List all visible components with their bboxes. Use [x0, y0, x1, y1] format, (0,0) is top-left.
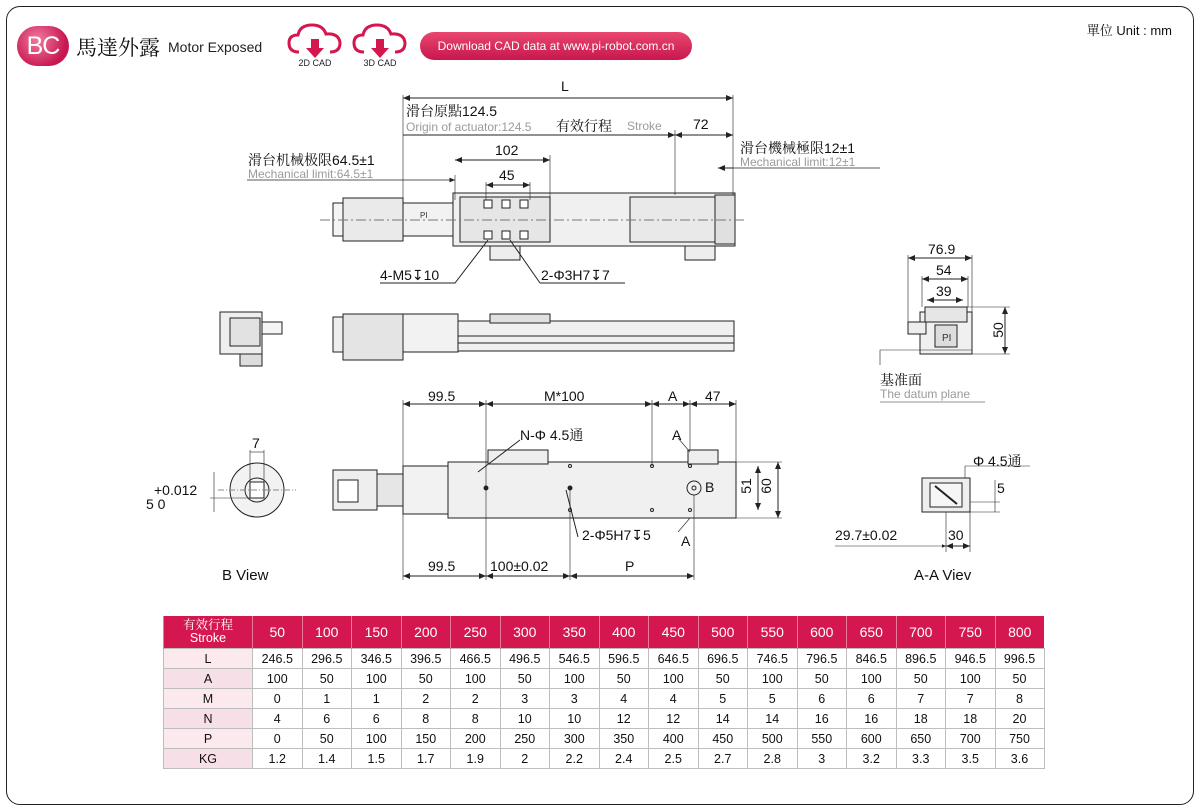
dim-76-9: 76.9 [928, 241, 956, 257]
table-cell: 1.5 [352, 749, 402, 769]
section-a-mid: A [672, 427, 682, 443]
table-cell: 3.6 [995, 749, 1044, 769]
title-cn: 馬達外露 [76, 37, 160, 60]
dim-102: 102 [495, 142, 519, 158]
table-cell: 750 [995, 729, 1044, 749]
table-cell: 50 [302, 669, 352, 689]
table-cell: 4 [649, 689, 699, 709]
table-row [164, 729, 1045, 749]
dim-mech-right-en: Mechanical limit:12±1 [740, 155, 856, 169]
table-cell: 7 [946, 689, 996, 709]
row-label: P [164, 729, 253, 749]
table-cell: 100 [748, 669, 798, 689]
dim-n-phi: N-Φ 4.5通 [520, 427, 584, 443]
dim-99-5-top: 99.5 [428, 388, 456, 404]
table-cell: 400 [649, 729, 699, 749]
table-header-row [164, 616, 1045, 649]
table-cell: 2.5 [649, 749, 699, 769]
table-cell: 10 [500, 709, 550, 729]
table-cell: 3.3 [896, 749, 946, 769]
table-cell: 3.2 [847, 749, 897, 769]
dim-m5-holes: 4-M5↧10 [380, 267, 440, 283]
dim-phi3-holes: 2-Φ3H7↧7 [541, 267, 610, 283]
table-cell: 700 [946, 729, 996, 749]
table-cell: 746.5 [748, 649, 798, 669]
table-cell: 600 [847, 729, 897, 749]
stroke-col: 350 [550, 616, 600, 649]
table-cell: 250 [500, 729, 550, 749]
dim-39: 39 [936, 283, 952, 299]
table-cell: 2.4 [599, 749, 649, 769]
stroke-header [164, 616, 253, 649]
dim-stroke-en: Stroke [627, 119, 662, 133]
table-cell: 3 [797, 749, 847, 769]
table-cell: 2 [401, 689, 451, 709]
table-cell: 346.5 [352, 649, 402, 669]
table-cell: 946.5 [946, 649, 996, 669]
dim-L: L [561, 78, 569, 94]
table-cell: 296.5 [302, 649, 352, 669]
series-badge: BC [17, 26, 69, 66]
table-cell: 8 [401, 709, 451, 729]
table-cell: 8 [995, 689, 1044, 709]
stroke-header-cn: 有效行程 [182, 618, 233, 632]
table-cell: 8 [451, 709, 501, 729]
download-cad-link[interactable]: Download CAD data at www.pi-robot.com.cn [420, 32, 692, 60]
table-cell: 3 [500, 689, 550, 709]
table-cell: 100 [550, 669, 600, 689]
table-row [164, 689, 1045, 709]
table-cell: 6 [302, 709, 352, 729]
dim-a-top: A [668, 388, 678, 404]
stroke-col: 750 [946, 616, 996, 649]
stroke-col: 300 [500, 616, 550, 649]
dim-47: 47 [705, 388, 721, 404]
table-cell: 50 [698, 669, 748, 689]
stroke-col: 250 [451, 616, 501, 649]
table-cell: 546.5 [550, 649, 600, 669]
table-cell: 100 [352, 669, 402, 689]
table-cell: 0 [253, 689, 303, 709]
dim-stroke-cn: 有效行程 [556, 118, 612, 134]
cad-2d-label: 2D CAD [298, 58, 332, 68]
table-cell: 596.5 [599, 649, 649, 669]
table-cell: 2.8 [748, 749, 798, 769]
stroke-header-en: Stroke [189, 631, 227, 645]
row-label: L [164, 649, 253, 669]
table-cell: 50 [797, 669, 847, 689]
table-cell: 12 [599, 709, 649, 729]
table-cell: 5 [698, 689, 748, 709]
table-row [164, 709, 1045, 729]
table-cell: 796.5 [797, 649, 847, 669]
table-cell: 300 [550, 729, 600, 749]
table-cell: 2.2 [550, 749, 600, 769]
top-view-actuator [320, 193, 745, 260]
table-cell: 5 [748, 689, 798, 709]
table-cell: 20 [995, 709, 1044, 729]
table-cell: 100 [847, 669, 897, 689]
b-view-label: B View [222, 567, 269, 584]
dim-tolerance-base: 5 0 [146, 496, 166, 512]
title-en: Motor Exposed [168, 39, 263, 55]
dim-51: 51 [737, 478, 754, 494]
stroke-col: 150 [352, 616, 402, 649]
table-cell: 696.5 [698, 649, 748, 669]
table-cell: 50 [995, 669, 1044, 689]
table-cell: 500 [748, 729, 798, 749]
table-cell: 14 [748, 709, 798, 729]
table-cell: 996.5 [995, 649, 1044, 669]
row-label: M [164, 689, 253, 709]
dim-99-5-bot: 99.5 [428, 558, 456, 574]
dim-origin-cn: 滑台原點124.5 [406, 103, 498, 119]
table-cell: 7 [896, 689, 946, 709]
table-cell: 2.7 [698, 749, 748, 769]
stroke-col: 100 [302, 616, 352, 649]
stroke-col: 200 [401, 616, 451, 649]
table-row [164, 649, 1045, 669]
table-cell: 2 [500, 749, 550, 769]
dim-P: P [625, 558, 635, 574]
pi-logo: PI [942, 333, 952, 344]
dim-50: 50 [989, 322, 1006, 338]
dim-45: 45 [499, 167, 515, 183]
row-label: A [164, 669, 253, 689]
section-a-bot: A [681, 533, 691, 549]
aa-view-drawing [922, 478, 970, 512]
dim-54: 54 [936, 262, 952, 278]
dim-tolerance: +0.012 [154, 482, 198, 498]
table-cell: 1.4 [302, 749, 352, 769]
dim-60: 60 [757, 478, 774, 494]
table-cell: 550 [797, 729, 847, 749]
stroke-col: 450 [649, 616, 699, 649]
table-cell: 100 [451, 669, 501, 689]
front-view-actuator [333, 314, 734, 360]
table-cell: 4 [599, 689, 649, 709]
datum-en: The datum plane [880, 387, 971, 401]
dim-72: 72 [693, 116, 709, 132]
table-cell: 350 [599, 729, 649, 749]
table-cell: 10 [550, 709, 600, 729]
row-label: KG [164, 749, 253, 769]
table-cell: 650 [896, 729, 946, 749]
dim-mech-left-en: Mechanical limit:64.5±1 [248, 167, 374, 181]
table-cell: 14 [698, 709, 748, 729]
table-cell: 1 [352, 689, 402, 709]
table-cell: 16 [797, 709, 847, 729]
bottom-view-actuator [333, 450, 736, 518]
dim-100: 100±0.02 [490, 558, 549, 574]
table-cell: 6 [797, 689, 847, 709]
table-cell: 50 [401, 669, 451, 689]
stroke-col: 550 [748, 616, 798, 649]
dim-7: 7 [252, 435, 260, 451]
table-cell: 16 [847, 709, 897, 729]
cad-3d-label: 3D CAD [363, 58, 397, 68]
table-cell: 1.7 [401, 749, 451, 769]
stroke-col: 600 [797, 616, 847, 649]
table-cell: 1 [302, 689, 352, 709]
table-cell: 6 [352, 709, 402, 729]
table-cell: 100 [946, 669, 996, 689]
table-cell: 466.5 [451, 649, 501, 669]
table-cell: 100 [253, 669, 303, 689]
table-cell: 50 [500, 669, 550, 689]
stroke-col: 700 [896, 616, 946, 649]
dim-m100: M*100 [544, 388, 585, 404]
aa-view-label: A-A Viev [914, 567, 972, 584]
table-cell: 100 [649, 669, 699, 689]
pi-logo: PI [420, 211, 428, 220]
table-cell: 150 [401, 729, 451, 749]
unit-label: 單位 Unit : mm [1086, 23, 1172, 38]
table-cell: 6 [847, 689, 897, 709]
stroke-col: 650 [847, 616, 897, 649]
datum-cn: 基准面 [880, 372, 922, 388]
table-cell: 50 [896, 669, 946, 689]
dim-origin-en: Origin of actuator:124.5 [406, 120, 532, 134]
table-cell: 100 [352, 729, 402, 749]
table-row [164, 669, 1045, 689]
dim-phi5-holes: 2-Φ5H7↧5 [582, 527, 651, 543]
b-view-drawing [218, 463, 296, 517]
table-body [164, 649, 1045, 769]
table-cell: 12 [649, 709, 699, 729]
dim-phi45: Φ 4.5通 [973, 453, 1022, 469]
table-cell: 2 [451, 689, 501, 709]
row-label: N [164, 709, 253, 729]
table-cell: 396.5 [401, 649, 451, 669]
table-cell: 1.9 [451, 749, 501, 769]
table-cell: 1.2 [253, 749, 303, 769]
table-cell: 50 [599, 669, 649, 689]
dim-mech-right-cn: 滑台機械極限12±1 [740, 140, 856, 156]
table-cell: 896.5 [896, 649, 946, 669]
table-row [164, 749, 1045, 769]
stroke-col: 800 [995, 616, 1044, 649]
table-cell: 18 [946, 709, 996, 729]
side-end-view-left [220, 312, 282, 366]
dim-mech-left-cn: 滑台机械极限64.5±1 [248, 152, 375, 168]
end-view-right [908, 307, 972, 354]
table-cell: 646.5 [649, 649, 699, 669]
table-cell: 50 [302, 729, 352, 749]
table-cell: 18 [896, 709, 946, 729]
table-cell: 450 [698, 729, 748, 749]
stroke-col: 500 [698, 616, 748, 649]
table-cell: 200 [451, 729, 501, 749]
stroke-col: 50 [253, 616, 303, 649]
dim-29-7: 29.7±0.02 [835, 527, 898, 543]
spec-table [163, 616, 1045, 769]
dim-5: 5 [997, 480, 1005, 496]
table-cell: 3.5 [946, 749, 996, 769]
dim-30: 30 [948, 527, 964, 543]
dim-b-mark: B [705, 479, 715, 495]
table-cell: 846.5 [847, 649, 897, 669]
table-cell: 246.5 [253, 649, 303, 669]
table-cell: 0 [253, 729, 303, 749]
stroke-col: 400 [599, 616, 649, 649]
table-cell: 4 [253, 709, 303, 729]
table-cell: 496.5 [500, 649, 550, 669]
table-cell: 3 [550, 689, 600, 709]
